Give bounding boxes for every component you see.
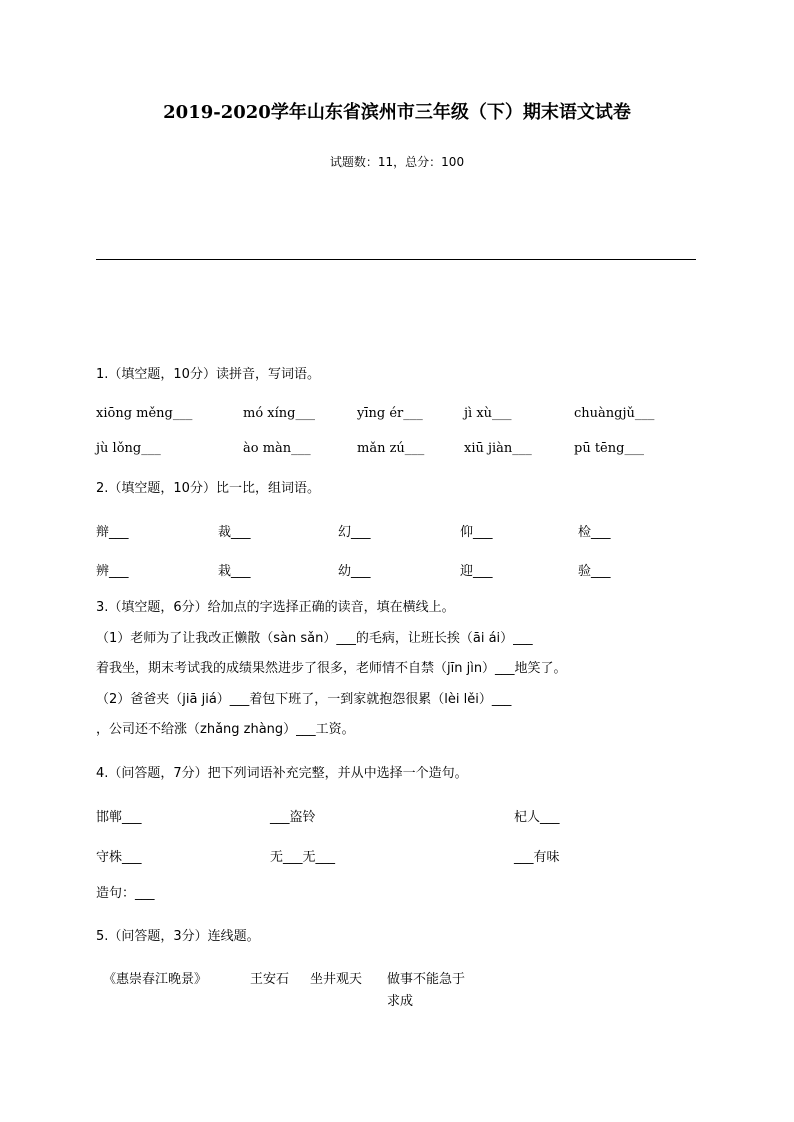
character-item: 幻___: [338, 525, 371, 540]
character-item: 幼___: [338, 564, 371, 579]
character-item: 仰___: [460, 525, 493, 540]
match-item: 求成: [387, 994, 414, 1009]
pinyin-item: ào màn___: [243, 441, 311, 456]
pinyin-item: mó xíng___: [243, 406, 315, 421]
match-item: 做事不能急于: [387, 972, 466, 987]
character-item: 检___: [578, 525, 611, 540]
idiom-item: 无___无___: [270, 850, 336, 865]
question-3-line: ，公司还不给涨（zhǎng zhàng）___工资。: [96, 722, 355, 737]
pinyin-item: jì xù___: [464, 406, 512, 421]
sentence-prompt: 造句：___: [96, 886, 155, 901]
pinyin-item: xiōng měng___: [96, 406, 193, 421]
exam-meta: 试题数：11，总分：100: [329, 155, 465, 169]
question-4-stem: 4.（问答题，7分）把下列词语补充完整，并从中选择一个造句。: [96, 766, 468, 781]
header-divider: [96, 259, 696, 260]
idiom-item: 邯郸___: [96, 810, 142, 825]
pinyin-item: jù lǒng___: [96, 441, 161, 456]
match-item: 坐井观天: [310, 972, 363, 987]
question-5-stem: 5.（问答题，3分）连线题。: [96, 929, 260, 944]
character-item: 辨___: [96, 564, 129, 579]
character-item: 裁___: [218, 525, 251, 540]
character-item: 辩___: [96, 525, 129, 540]
character-item: 验___: [578, 564, 611, 579]
character-item: 迎___: [460, 564, 493, 579]
idiom-item: ___有味: [514, 850, 560, 865]
question-3-stem: 3.（填空题，6分）给加点的字选择正确的读音，填在横线上。: [96, 600, 455, 615]
question-3-line: （2）爸爸夹（jiā jiá）___着包下班了，一到家就抱怨很累（lèi lěi）___: [96, 692, 512, 707]
character-item: 栽___: [218, 564, 251, 579]
idiom-item: 杞人___: [514, 810, 560, 825]
idiom-item: ___盗铃: [270, 810, 316, 825]
question-3-line: 着我坐，期末考试我的成绩果然进步了很多，老师情不自禁（jīn jìn）___地笑了。: [96, 661, 567, 676]
pinyin-item: chuàngjǔ___: [574, 406, 655, 421]
idiom-item: 守株___: [96, 850, 142, 865]
question-1-stem: 1.（填空题，10分）读拼音，写词语。: [96, 367, 320, 382]
pinyin-item: yīng ér___: [357, 406, 423, 421]
question-3-line: （1）老师为了让我改正懒散（sàn sǎn）___的毛病，让班长挨（āi ái）___: [96, 631, 533, 646]
match-item: 《惠崇春江晚景》: [103, 972, 208, 987]
pinyin-item: mǎn zú___: [357, 441, 425, 456]
match-item: 王安石: [250, 972, 290, 987]
pinyin-item: xiū jiàn___: [464, 441, 532, 456]
pinyin-item: pū tēng___: [574, 441, 644, 456]
page-title: 2019-2020学年山东省滨州市三年级（下）期末语文试卷: [163, 102, 631, 123]
question-2-stem: 2.（填空题，10分）比一比，组词语。: [96, 481, 320, 496]
